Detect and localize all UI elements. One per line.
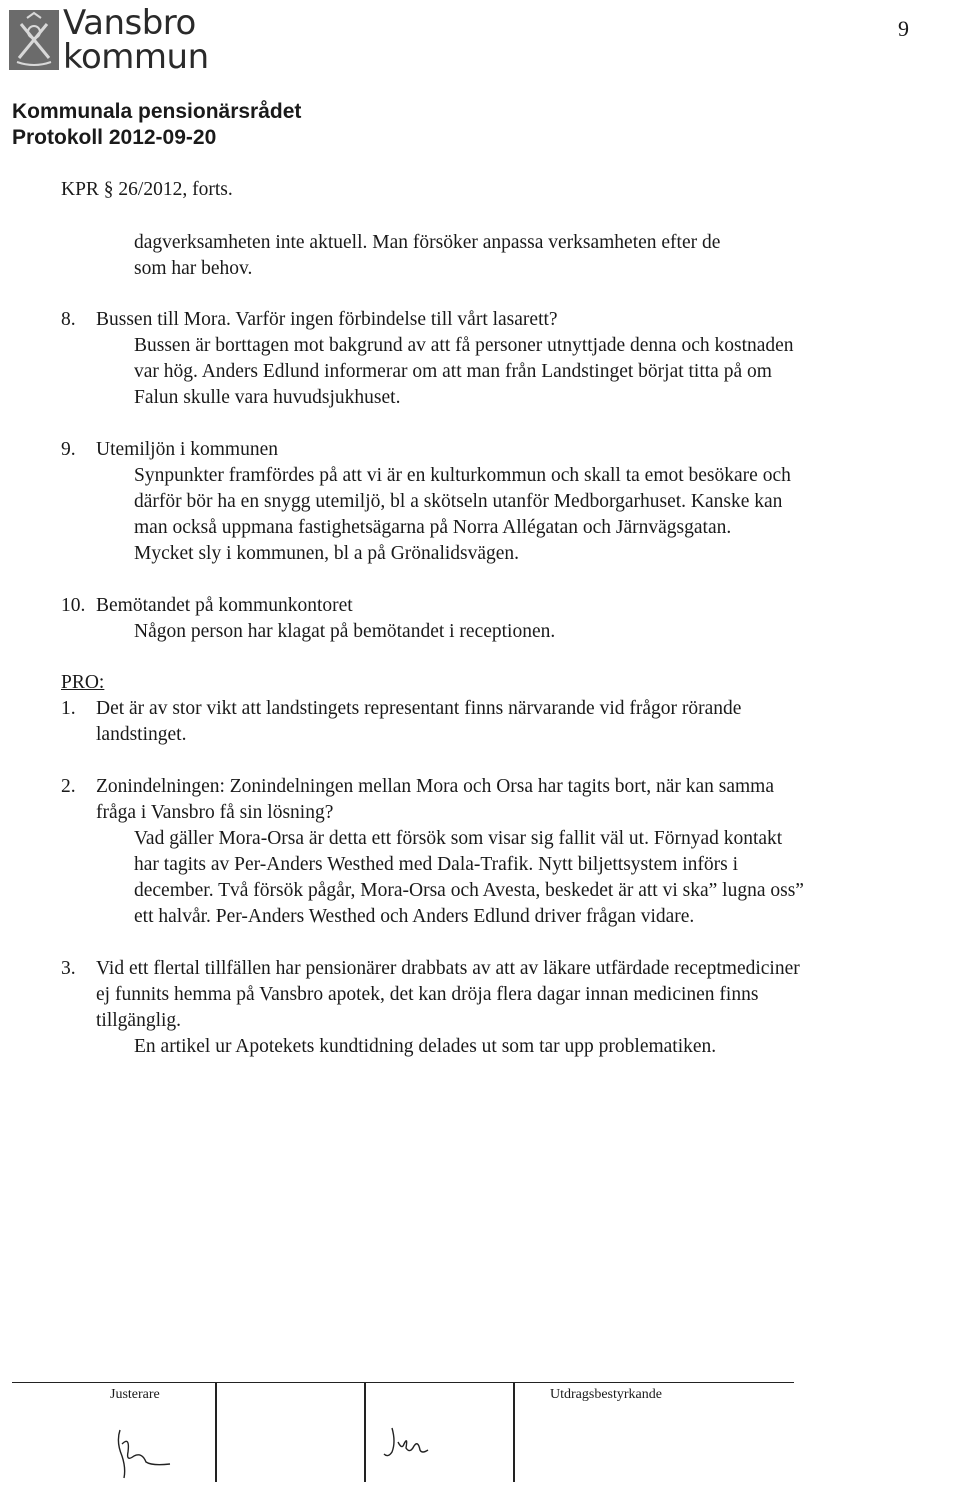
item-9-line-3: man också uppmana fastighetsägarna på Norra Allégatan och Järnvägsgatan.	[134, 517, 732, 538]
item-10-title: Bemötandet på kommunkontoret	[96, 595, 353, 616]
pro-1-line-2: landstinget.	[96, 724, 187, 745]
protocol-date: Protokoll 2012-09-20	[12, 126, 217, 149]
item-8-number: 8.	[61, 309, 76, 330]
footer-divider-2	[364, 1382, 366, 1482]
item-10-number: 10.	[61, 595, 86, 616]
page-number: 9	[898, 16, 909, 41]
pro-2-answer-line-4: ett halvår. Per-Anders Westhed och Anders Edlund driver frågan vidare.	[134, 906, 695, 927]
pro-heading: PRO:	[61, 672, 105, 693]
municipality-name-line1: Vansbro	[63, 3, 196, 43]
certifier-label: Utdragsbestyrkande	[550, 1387, 662, 1402]
pro-1-line-1: Det är av stor vikt att landstingets representant finns närvarande vid frågor rörande	[96, 698, 742, 719]
pro-2-line-2: fråga i Vansbro få sin lösning?	[96, 802, 334, 823]
municipality-logo	[9, 10, 59, 70]
item-9-line-4: Mycket sly i kommunen, bl a på Grönalidsvägen.	[134, 543, 520, 564]
signature-1	[112, 1422, 182, 1482]
item-8-line-3: Falun skulle vara huvudsjukhuset.	[134, 387, 401, 408]
item-8-title: Bussen till Mora. Varför ingen förbindelse till vårt lasarett?	[96, 309, 558, 330]
pro-3-number: 3.	[61, 958, 76, 979]
item-9-line-2: därför bör ha en snygg utemiljö, bl a skötseln utanför Medborgarhuset. Kanske kan	[134, 491, 783, 512]
pro-3-line-3: tillgänglig.	[96, 1010, 182, 1031]
pro-2-answer-line-3: december. Två försök pågår, Mora-Orsa och Avesta, beskedet är att vi ska” lugna oss”	[134, 880, 804, 901]
pro-2-answer-line-1: Vad gäller Mora-Orsa är detta ett försök som visar sig fallit väl ut. Förnyad kontakt	[134, 828, 783, 849]
pro-3-note: En artikel ur Apotekets kundtidning delades ut som tar upp problematiken.	[134, 1036, 717, 1057]
footer-divider-3	[513, 1382, 515, 1482]
adjuster-label: Justerare	[110, 1387, 160, 1402]
item-9-title: Utemiljön i kommunen	[96, 439, 278, 460]
signature-2	[382, 1424, 442, 1464]
item-8-line-1: Bussen är borttagen mot bakgrund av att få personer utnyttjade denna och kostnaden	[134, 335, 794, 356]
item-8-line-2: var hög. Anders Edlund informerar om att man från Landstinget börjat titta på om	[134, 361, 772, 382]
intro-line-2: som har behov.	[134, 258, 253, 279]
pro-3-line-2: ej funnits hemma på Vansbro apotek, det kan dröja flera dagar innan medicinen finns	[96, 984, 759, 1005]
pro-2-answer-line-2: har tagits av Per-Anders Westhed med Dala-Trafik. Nytt biljettsystem införs i	[134, 854, 739, 875]
item-9-number: 9.	[61, 439, 76, 460]
pro-3-line-1: Vid ett flertal tillfällen har pensionärer drabbats av att av läkare utfärdade receptmediciner	[96, 958, 800, 979]
intro-line-1: dagverksamheten inte aktuell. Man försöker anpassa verksamheten efter de	[134, 232, 721, 253]
section-reference: KPR § 26/2012, forts.	[61, 179, 233, 200]
pro-1-number: 1.	[61, 698, 76, 719]
municipality-name-line2: kommun	[63, 37, 209, 77]
footer-top-rule	[12, 1382, 794, 1383]
footer-divider-1	[215, 1382, 217, 1482]
item-10-line-1: Någon person har klagat på bemötandet i receptionen.	[134, 621, 556, 642]
pro-2-number: 2.	[61, 776, 76, 797]
council-title: Kommunala pensionärsrådet	[12, 100, 302, 123]
pro-2-line-1: Zonindelningen: Zonindelningen mellan Mora och Orsa har tagits bort, när kan samma	[96, 776, 774, 797]
item-9-line-1: Synpunkter framfördes på att vi är en kulturkommun och skall ta emot besökare och	[134, 465, 791, 486]
